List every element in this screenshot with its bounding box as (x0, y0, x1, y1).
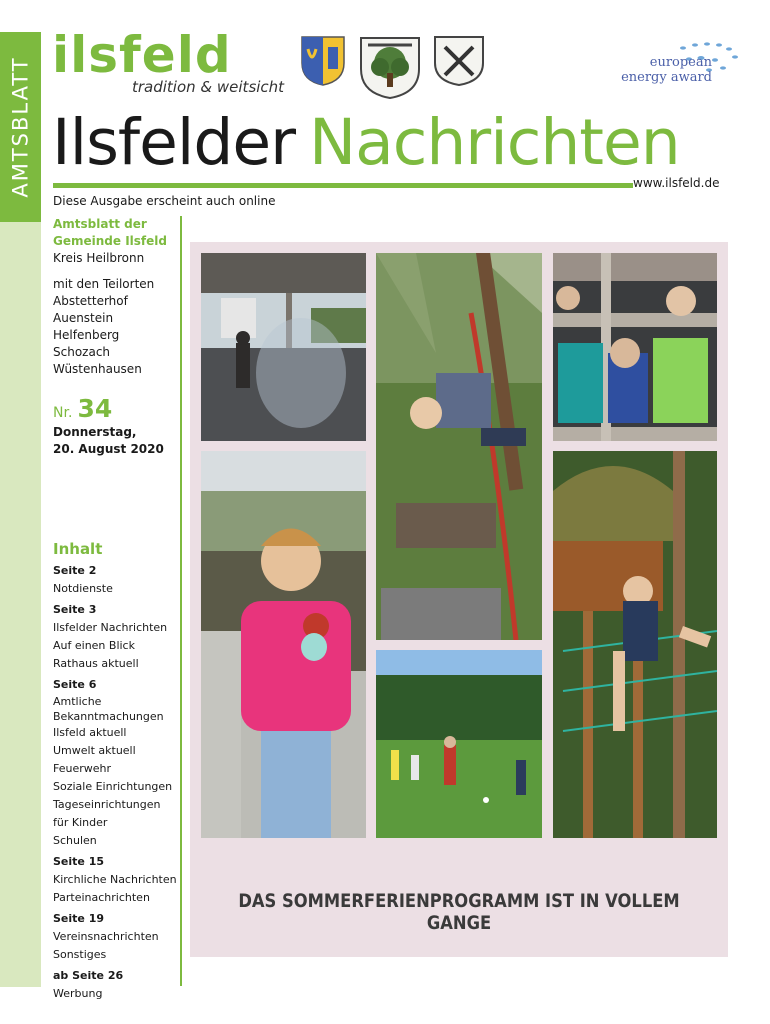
toc-item[interactable]: Rathaus aktuell (53, 657, 139, 670)
toc-page-label[interactable]: Seite 3 (53, 603, 97, 616)
masthead-part-1: Ilsfelder (52, 106, 295, 179)
toc-item[interactable]: Ilsfelder Nachrichten (53, 621, 168, 634)
toc-item[interactable]: Ilsfeld aktuell (53, 726, 127, 739)
masthead-part-2: Nachrichten (309, 106, 680, 179)
tree-crest-icon (358, 35, 422, 101)
issue-number (53, 394, 112, 423)
masthead-rule (53, 183, 633, 188)
toc-page-label[interactable]: ab Seite 26 (53, 969, 124, 982)
toc-item[interactable]: Tageseinrichtungen (53, 798, 161, 811)
toc-title: Inhalt (53, 540, 103, 558)
amtsblatt-label: AMTSBLATT (8, 56, 33, 198)
energy-award-logo (605, 40, 740, 90)
energy-award-text (621, 55, 712, 85)
cross-crest-icon (433, 35, 485, 87)
toc-page-label[interactable]: Seite 19 (53, 912, 105, 925)
toc-item[interactable]: Kirchliche Nachrichten (53, 873, 177, 886)
district-item: Wüstenhausen (53, 362, 142, 376)
toc-item[interactable]: Werbung (53, 987, 103, 1000)
award-line-1: european (649, 55, 712, 70)
district-item: Abstetterhof (53, 294, 128, 308)
table-of-contents (53, 540, 180, 1003)
district-item: Helfenberg (53, 328, 120, 342)
masthead-title (52, 108, 680, 178)
coat-of-arms-icon (300, 35, 346, 87)
photo-girl-rope-swing (376, 253, 542, 640)
publisher-block (53, 216, 178, 378)
website-link[interactable]: www.ilsfeld.de (633, 176, 720, 190)
toc-page-label[interactable]: Seite 6 (53, 678, 97, 691)
issue-number-value: 34 (77, 394, 113, 423)
toc-item[interactable]: Soziale Einrichtungen (53, 780, 173, 793)
publisher-line-1: Amtsblatt der (53, 217, 147, 231)
toc-item[interactable]: Parteinachrichten (53, 891, 150, 904)
photo-kids-window (553, 253, 717, 441)
toc-item[interactable]: Feuerwehr (53, 762, 112, 775)
photo-girl-mushroom (201, 451, 366, 838)
issue-date-value: 20. August 2020 (53, 442, 164, 456)
toc-item[interactable]: Sonstiges (53, 948, 107, 961)
toc-page-label[interactable]: Seite 15 (53, 855, 105, 868)
photo-treehouse-climb (553, 451, 717, 838)
toc-item[interactable]: Notdienste (53, 582, 113, 595)
column-divider (180, 216, 182, 986)
district-item: Schozach (53, 345, 111, 359)
publisher-line-3: Kreis Heilbronn (53, 251, 145, 265)
districts-subtitle: mit den Teilorten (53, 277, 155, 291)
toc-item[interactable]: Schulen (53, 834, 97, 847)
toc-item[interactable]: Auf einen Blick (53, 639, 135, 652)
toc-page-label[interactable]: Seite 2 (53, 564, 97, 577)
toc-item[interactable]: Umwelt aktuell (53, 744, 136, 757)
online-note: Diese Ausgabe erscheint auch online (53, 194, 276, 208)
toc-item[interactable]: Amtliche Bekanntmachungen (53, 695, 164, 723)
toc-item[interactable]: für Kinder (53, 816, 108, 829)
issue-number-label: Nr. (53, 405, 73, 421)
photo-soap-bubble (201, 253, 366, 441)
issue-day: Donnerstag, (53, 425, 137, 439)
award-line-2: energy award (621, 70, 712, 85)
amtsblatt-band (0, 32, 41, 222)
logo-slogan: tradition & weitsicht (132, 78, 285, 96)
photo-kids-field (376, 650, 542, 838)
issue-date (53, 424, 164, 458)
district-item: Auenstein (53, 311, 114, 325)
cover-headline: DAS SOMMERFERIENPROGRAMM IST IN VOLLEM GANGE (238, 890, 680, 934)
ilsfeld-wordmark: ilsfeld (52, 33, 232, 77)
toc-item[interactable]: Vereinsnachrichten (53, 930, 159, 943)
publisher-line-2: Gemeinde Ilsfeld (53, 234, 167, 248)
